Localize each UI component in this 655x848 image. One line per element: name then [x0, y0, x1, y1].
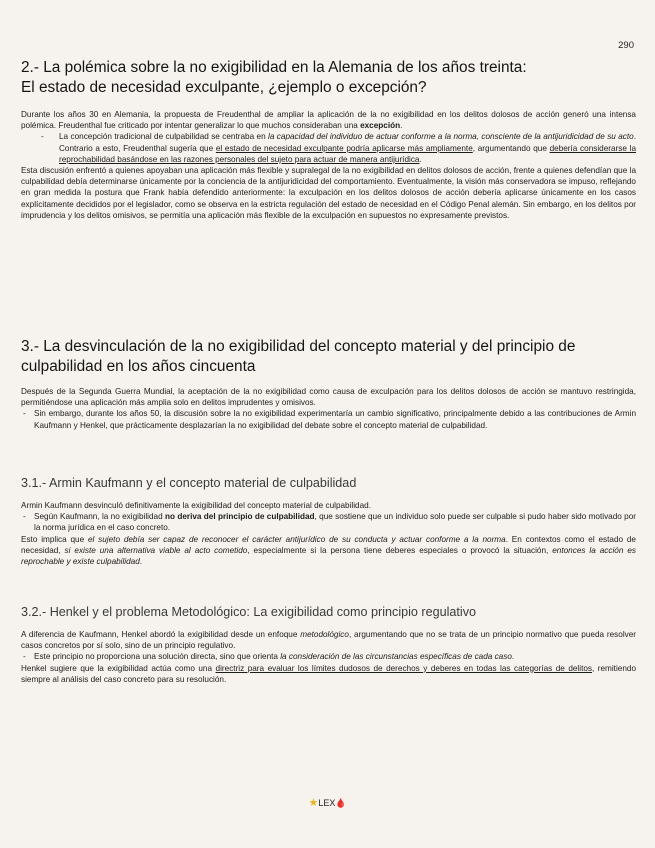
p-text: Esto implica que: [21, 534, 88, 544]
bullet-text: Este principio no proporciona una solución directa, sino que orienta: [34, 652, 281, 662]
page-number: 290: [618, 40, 634, 51]
bullet-dash: -: [23, 512, 26, 522]
p-italic: entonces la acción es reprochable y existe culpabilidad: [21, 545, 636, 567]
section-2-p1-bold: excepción: [360, 121, 401, 131]
bullet-text: Según Kaufmann, la no exigibilidad: [34, 512, 165, 522]
p-text: . En contextos como el estado de necesidad,: [21, 534, 636, 555]
footer-brand: [0, 796, 655, 809]
section-2-title: [21, 58, 636, 97]
section-3-2-paragraph-2: [21, 663, 636, 685]
section-3-bullet: [21, 408, 636, 430]
bullet-dash: -: [41, 132, 44, 142]
section-2-bullet: [21, 131, 636, 165]
p-text: , argumentando que no se trata de un principio normativo que pueda resolver casos concretos por sí solo, sino de un principio regulativo.: [21, 630, 637, 651]
bullet-dash: -: [23, 409, 26, 419]
section-3-title-line2: culpabilidad en los años cincuenta: [21, 357, 256, 375]
bullet-text: , que sostiene que un individuo solo puede ser culpable si pudo haber sido motivado por la norma jurídica en el caso concreto.: [34, 512, 636, 533]
section-3-2-bullet: [21, 651, 636, 662]
bullet-text: .: [511, 652, 515, 662]
bullet-text: Sin embargo, durante los años 50, la discusión sobre la no exigibilidad experimentaría un cambio significativo, principalmente debido a las contribuciones de Armin Kaufmann y Henkel, que prácticamente desplazarían la no exigibilidad del debate sobre el concepto material de culpabilidad.: [34, 409, 636, 430]
p-underline: directriz para evaluar los límites dudosos de derechos y deberes en todas las categorías de delitos: [215, 663, 592, 673]
section-2-paragraph-1: [21, 109, 636, 131]
bullet-text: , argumentando que: [472, 143, 550, 153]
p-text: Henkel sugiere que la exigibilidad actúa como una: [21, 663, 216, 673]
p-text: , remitiendo siempre al análisis del caso concreto para su resolución.: [21, 663, 636, 684]
p-italic: si existe una alternativa viable al acto cometido: [64, 545, 248, 555]
bullet-text: .: [419, 154, 422, 164]
p-text: .: [139, 557, 143, 567]
section-2-title-line1: 2.- La polémica sobre la no exigibilidad en la Alemania de los años treinta:: [21, 59, 527, 76]
section-3-2-paragraph-1: [21, 629, 636, 651]
section-3-body: [21, 386, 636, 431]
section-3-1-title: 3.1.- Armin Kaufmann y el concepto material de culpabilidad: [21, 476, 357, 490]
p-italic: metodológico: [300, 630, 349, 639]
p-text: , especialmente si la persona tiene deberes especiales o provocó la situación,: [247, 545, 553, 555]
bullet-italic: la capacidad del individuo de actuar conforme a la norma, consciente de la antijuridicidad de su acto: [268, 132, 634, 142]
bullet-italic: la consideración de las circunstancias específicas de cada caso: [280, 652, 512, 662]
bullet-text: . Contrario a esto, Freudenthal sugería que: [59, 132, 636, 153]
p-italic: el sujeto debía ser capaz de reconocer el carácter antijurídico de su conducta y actuar conforme a la norma: [87, 534, 506, 544]
section-2-body: [21, 109, 636, 221]
bullet-underline: el estado de necesidad exculpante podría aplicarse más ampliamente: [215, 143, 473, 153]
section-3-2-body: [21, 629, 636, 685]
section-3-title: [21, 337, 636, 376]
bullet-text: La concepción tradicional de culpabilidad se centraba en: [59, 132, 269, 142]
star-icon: ★: [308, 797, 319, 809]
p-text: A diferencia de Kaufmann, Henkel abordó la exigibilidad desde un enfoque: [21, 630, 301, 639]
section-3-title-line1: 3.- La desvinculación de la no exigibilidad del concepto material y del principio de: [21, 338, 576, 355]
section-3-2-title: 3.2.- Henkel y el problema Metodológico: La exigibilidad como principio regulativo: [21, 605, 477, 619]
section-2-paragraph-2: Esta discusión enfrentó a quienes apoyaban una aplicación más flexible y supralegal de la no exigibilidad en delitos dolosos de acción, frente a quienes defendían que la culpabilidad debía determinarse únicamente por la conciencia de la antijuridicidad del comportamiento. Eventualmente, la visión más conservadora se impuso, reflejando en gran medida la postura que Frank había defendido anteriormente: la exculpación en los delitos dolosos de acción debería aplicarse únicamente en los casos explícitamente decididos por el legislador, como se observa en la estricta regulación del estado de necesidad en el Código Penal alemán. Sin embargo, en los delitos por imprudencia y los delitos omisivos, se permitía una aplicación más flexible de la exculpación en supuestos no expresamente previstos.: [21, 166, 636, 220]
blood-drop-icon: 🩸: [335, 798, 347, 808]
section-2-title-line2: El estado de necesidad exculpante, ¿ejemplo o excepción?: [21, 78, 427, 96]
bullet-underline: debería considerarse la reprochabilidad basándose en las razones personales del sujeto para actuar de manera antijurídica: [59, 143, 637, 164]
section-2-p1-text: Durante los años 30 en Alemania, la propuesta de Freudenthal de ampliar la aplicación de la no exigibilidad en los delitos dolosos de acción generó una intensa polémica. Freudenthal fue criticado por intentar generalizar lo que muchos consideraban una: [21, 110, 636, 131]
section-3-1-body: [21, 500, 636, 567]
bullet-bold: no deriva del principio de culpabilidad: [164, 512, 315, 522]
footer-label: LEX: [318, 798, 336, 808]
section-3-1-paragraph-1: Armin Kaufmann desvinculó definitivamente la exigibilidad del concepto material de culpabilidad.: [21, 501, 371, 510]
bullet-dash: -: [23, 652, 26, 662]
section-3-paragraph-1: Después de la Segunda Guerra Mundial, la aceptación de la no exigibilidad como causa de exculpación para los delitos dolosos de acción se mantuvo restringida, permitiéndose una aplicación más amplia solo en delitos imprudentes y omisivos.: [21, 387, 636, 408]
section-3-1-bullet: [21, 511, 636, 533]
section-3-1-paragraph-2: [21, 534, 636, 568]
section-2-p1-end: .: [400, 121, 403, 131]
